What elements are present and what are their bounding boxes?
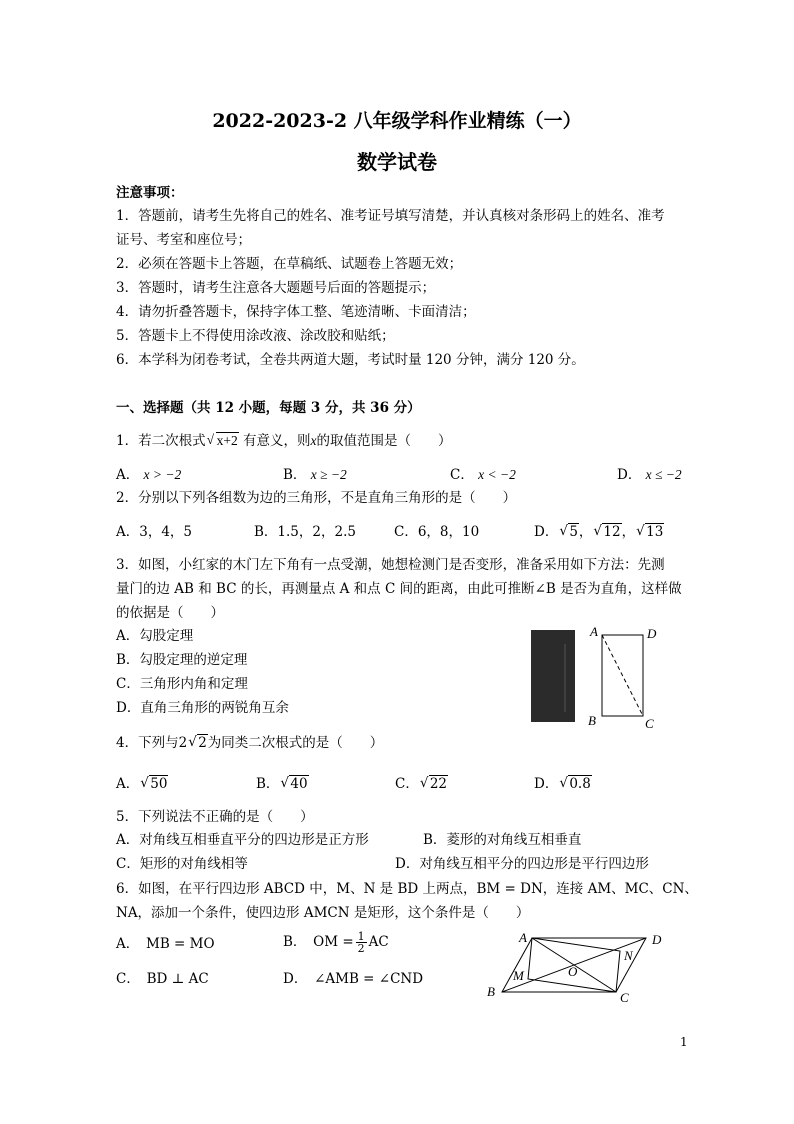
question-3-option-b: B．勾股定理的逆定理 — [116, 652, 248, 668]
question-5-option-b: B．菱形的对角线互相垂直 — [423, 832, 582, 848]
point-label: N — [624, 948, 633, 963]
question-1-option-d: D． x ≤ −2 — [617, 467, 682, 483]
notice-line: 1．答题前，请考生先将自己的姓名、准考证号填写清楚，并认真核对条形码上的姓名、准考 — [116, 208, 665, 224]
point-label: A — [590, 624, 598, 639]
exam-subtitle: 数学试卷 — [357, 150, 437, 174]
question-4-stem: 4．下列与2√ 2为同类二次根式的是（ ） — [116, 734, 383, 752]
notice-line: 4．请勿折叠答题卡，保持字体工整、笔迹清晰、卡面清洁； — [116, 304, 476, 320]
question-3-option-c: C．三角形内角和定理 — [116, 676, 248, 692]
question-3-option-d: D．直角三角形的两锐角互余 — [116, 700, 289, 716]
question-5-option-d: D．对角线互相平分的四边形是平行四边形 — [395, 856, 649, 872]
question-2-option-d: D．√ 5，√ 12，√ 13 — [534, 523, 664, 541]
question-6-option-a: A． MB = MO — [116, 936, 215, 952]
notice-heading: 注意事项： — [116, 185, 184, 201]
question-4-option-a: A．√ 50 — [116, 775, 168, 793]
point-label: M — [513, 968, 524, 983]
parallelogram-figure — [482, 926, 672, 1006]
point-label: D — [647, 626, 657, 641]
notice-line: 6．本学科为闭卷考试，全卷共两道大题，考试时量 120 分钟，满分 120 分。 — [116, 352, 585, 368]
door-diagonal — [602, 635, 643, 716]
question-2-option-b: B．1.5，2，2.5 — [254, 524, 356, 540]
door-figure — [525, 622, 675, 734]
point-label: B — [487, 984, 495, 999]
question-1-option-c: C． x < −2 — [450, 467, 516, 483]
question-1-option-b: B． x ≥ −2 — [283, 467, 347, 483]
section-heading: 一、选择题（共 12 小题，每题 3 分，共 36 分） — [116, 400, 421, 416]
point-label: A — [519, 930, 527, 945]
question-6-option-d: D． ∠AMB = ∠CND — [283, 971, 424, 987]
question-4-option-c: C．√ 22 — [395, 775, 448, 793]
question-3-stem: 量门的边 AB 和 BC 的长，再测量点 A 和点 C 间的距离，由此可推断∠B 是否为直角，这样做 — [116, 581, 682, 597]
question-1-option-a: A． x > −2 — [116, 467, 182, 483]
question-3-stem: 的依据是（ ） — [116, 605, 224, 621]
point-label: C — [645, 716, 654, 731]
point-label: O — [568, 964, 578, 979]
point-label: D — [652, 932, 662, 947]
question-3-option-a: A．勾股定理 — [116, 628, 194, 644]
question-4-option-b: B．√ 40 — [256, 775, 309, 793]
question-2-option-c: C．6，8，10 — [394, 524, 480, 540]
question-1-stem: 1．若二次根式√ x+2 有意义，则x的取值范围是（ ） — [116, 432, 452, 450]
point-label: B — [588, 713, 596, 728]
notice-line: 3．答题时，请考生注意各大题题号后面的答题提示； — [116, 280, 436, 296]
question-3-stem: 3．如图，小红家的木门左下角有一点受潮，她想检测门是否变形，准备采用如下方法：先测 — [116, 557, 665, 573]
door-photo — [531, 630, 575, 722]
question-6-option-b: B． OM = $\frac{1}{2}$ AC — [283, 930, 389, 955]
question-6-option-c: C． BD ⊥ AC — [116, 971, 209, 987]
question-2-option-a: A．3，4，5 — [116, 524, 193, 540]
question-4-option-d: D．√ 0.8 — [534, 775, 592, 793]
notice-line: 5．答题卡上不得使用涂改液、涂改胶和贴纸； — [116, 328, 395, 344]
notice-line: 2．必须在答题卡上答题，在草稿纸、试题卷上答题无效； — [116, 256, 463, 272]
page-number: 1 — [680, 1035, 688, 1049]
question-5-option-a: A．对角线互相垂直平分的四边形是正方形 — [116, 832, 369, 848]
point-label: C — [620, 990, 629, 1005]
question-6-stem: NA，添加一个条件，使四边形 AMCN 是矩形，这个条件是（ ） — [116, 905, 530, 921]
question-5-stem: 5．下列说法不正确的是（ ） — [116, 809, 314, 825]
notice-line: 证号、考室和座位号； — [116, 232, 251, 248]
question-2-stem: 2．分别以下列各组数为边的三角形，不是直角三角形的是（ ） — [116, 490, 517, 506]
exam-title: 2022-2023-2 八年级学科作业精练（一） — [212, 110, 582, 132]
question-5-option-c: C．矩形的对角线相等 — [116, 856, 248, 872]
question-6-stem: 6．如图，在平行四边形 ABCD 中，M、N 是 BD 上两点，BM = DN，连接 AM、MC、CN、 — [116, 881, 698, 897]
